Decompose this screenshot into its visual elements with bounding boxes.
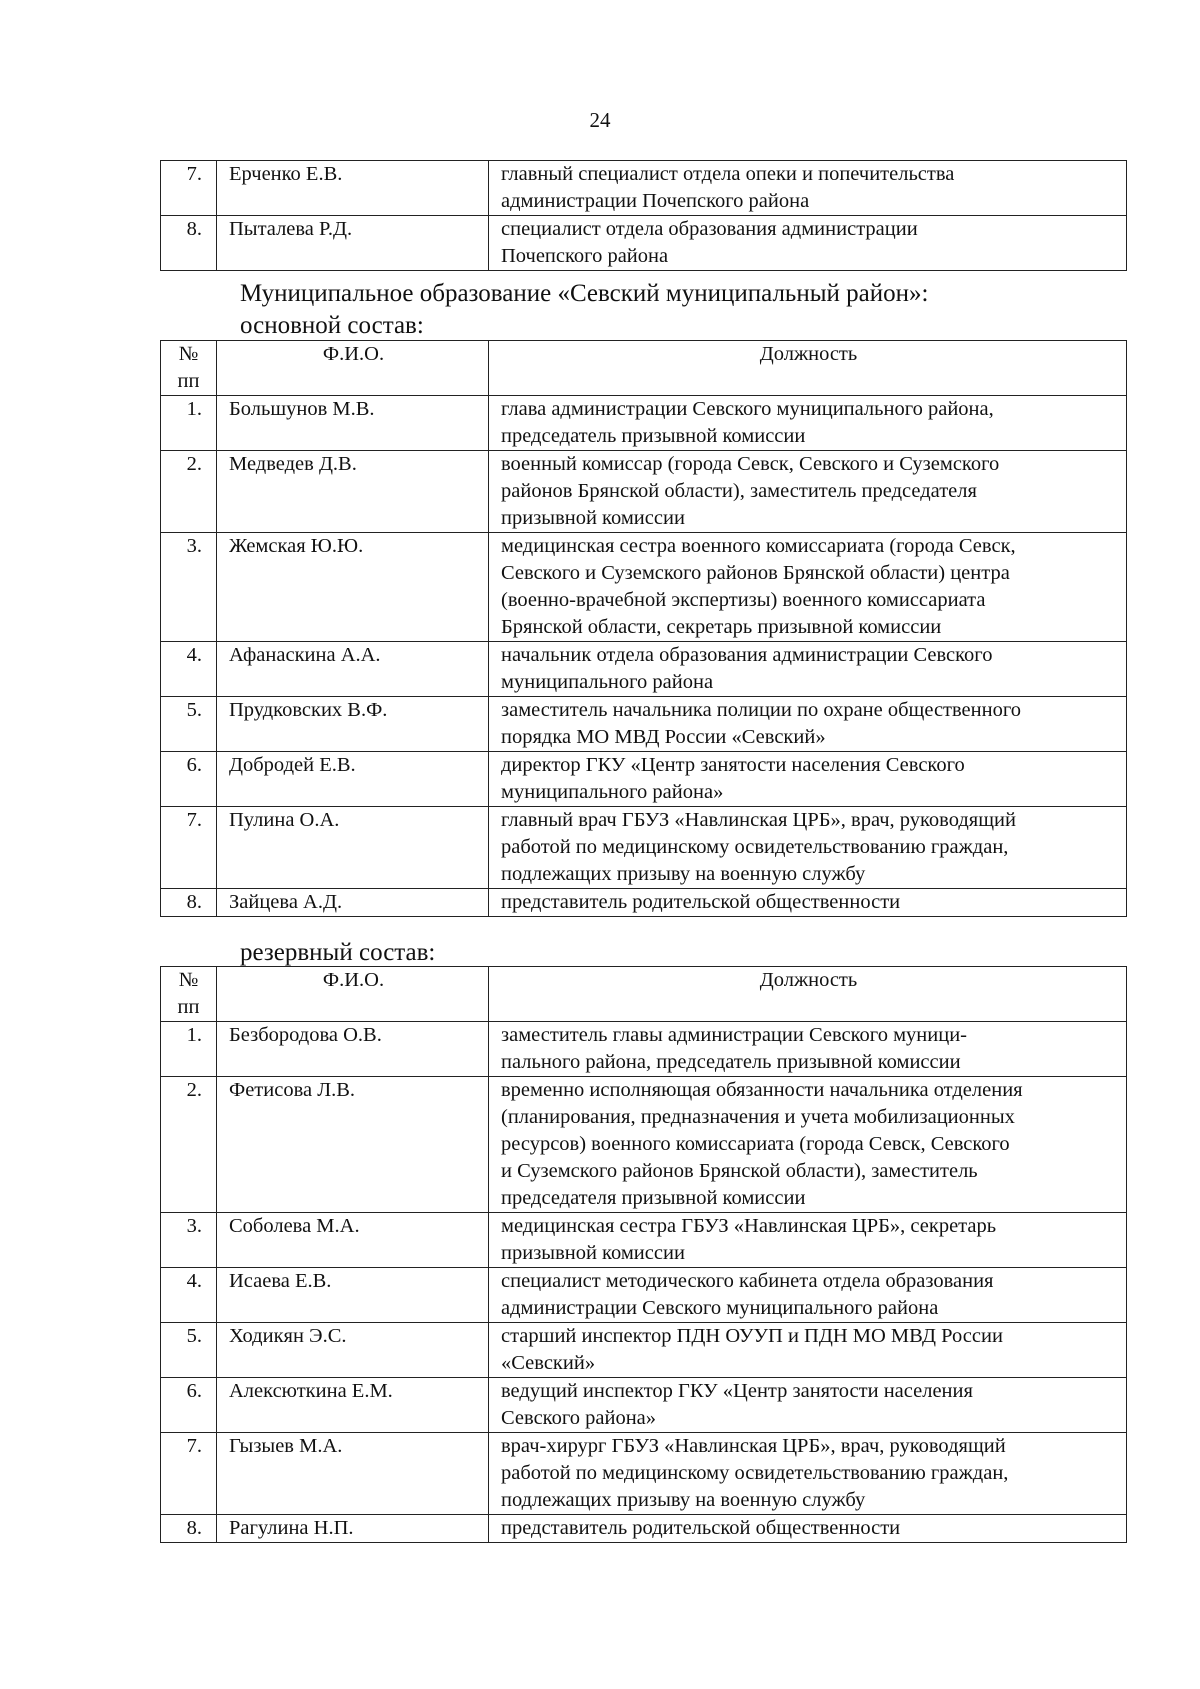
position-line: временно исполняющая обязанности начальника отделения <box>501 1079 1023 1101</box>
table-row <box>161 1378 1127 1433</box>
table-header-row <box>161 341 1127 396</box>
table-row <box>161 889 1127 917</box>
position-line: главный врач ГБУЗ «Навлинская ЦРБ», врач, руководящий <box>501 809 1016 831</box>
position-line: главный специалист отдела опеки и попечительства <box>501 163 955 185</box>
member-name: Добродей Е.В. <box>217 752 489 807</box>
table-row <box>161 1022 1127 1077</box>
row-number: 6. <box>161 752 217 807</box>
main-composition-table <box>160 340 1127 917</box>
member-name: Жемская Ю.Ю. <box>217 533 489 642</box>
position-line: представитель родительской общественности <box>501 891 901 913</box>
row-number: 4. <box>161 642 217 697</box>
position-line: представитель родительской общественности <box>501 1517 901 1539</box>
position-line: председателя призывной комиссии <box>501 1187 806 1209</box>
row-number: 8. <box>161 216 217 271</box>
position-line: ресурсов) военного комиссариата (города Севск, Севского <box>501 1133 1010 1155</box>
position-line: (военно-врачебной экспертизы) военного комиссариата <box>501 589 986 611</box>
member-name: Ерченко Е.В. <box>217 161 489 216</box>
position-line: глава администрации Севского муниципального района, <box>501 398 994 420</box>
table-row <box>161 451 1127 533</box>
member-position <box>489 216 1127 271</box>
table-row <box>161 752 1127 807</box>
table-row <box>161 396 1127 451</box>
municipality-title: Муниципальное образование «Севский муниципальный район»: <box>240 280 929 307</box>
position-line: районов Брянской области), заместитель председателя <box>501 480 977 502</box>
table-row <box>161 533 1127 642</box>
member-name: Рагулина Н.П. <box>217 1515 489 1543</box>
row-number: 2. <box>161 1077 217 1213</box>
table-row <box>161 1515 1127 1543</box>
position-line: старший инспектор ПДН ОУУП и ПДН МО МВД России <box>501 1325 1003 1347</box>
position-line: начальник отдела образования администрации Севского <box>501 644 993 666</box>
position-line: специалист методического кабинета отдела образования <box>501 1270 994 1292</box>
header-num <box>161 967 217 1022</box>
position-line: заместитель главы администрации Севского муници- <box>501 1024 968 1046</box>
member-name: Фетисова Л.В. <box>217 1077 489 1213</box>
member-position <box>489 1213 1127 1268</box>
position-line: врач-хирург ГБУЗ «Навлинская ЦРБ», врач, руководящий <box>501 1435 1006 1457</box>
position-line: (планирования, предназначения и учета мобилизационных <box>501 1106 1015 1128</box>
table-row <box>161 807 1127 889</box>
row-number: 7. <box>161 1433 217 1515</box>
page-number: 24 <box>589 108 611 132</box>
member-name: Алексюткина Е.М. <box>217 1378 489 1433</box>
header-name: Ф.И.О. <box>217 341 489 396</box>
position-line: призывной комиссии <box>501 1242 685 1264</box>
row-number: 3. <box>161 1213 217 1268</box>
member-name: Афанаскина А.А. <box>217 642 489 697</box>
table-row <box>161 216 1127 271</box>
row-number: 6. <box>161 1378 217 1433</box>
position-line: работой по медицинскому освидетельствованию граждан, <box>501 836 1009 858</box>
member-name: Медведев Д.В. <box>217 451 489 533</box>
member-position <box>489 1433 1127 1515</box>
position-line: «Севский» <box>501 1352 596 1374</box>
member-name: Пыталева Р.Д. <box>217 216 489 271</box>
member-name: Прудковских В.Ф. <box>217 697 489 752</box>
position-line: и Суземского районов Брянской области), заместитель <box>501 1160 978 1182</box>
position-line: призывной комиссии <box>501 507 685 529</box>
position-line: заместитель начальника полиции по охране общественного <box>501 699 1021 721</box>
main-composition-label: основной состав: <box>240 312 424 339</box>
member-position <box>489 752 1127 807</box>
table-row <box>161 1213 1127 1268</box>
row-number: 4. <box>161 1268 217 1323</box>
member-name: Ходикян Э.С. <box>217 1323 489 1378</box>
table-row <box>161 161 1127 216</box>
member-name: Исаева Е.В. <box>217 1268 489 1323</box>
member-name: Зайцева А.Д. <box>217 889 489 917</box>
table-row <box>161 1077 1127 1213</box>
position-line: подлежащих призыву на военную службу <box>501 1489 866 1511</box>
row-number: 5. <box>161 697 217 752</box>
member-position <box>489 533 1127 642</box>
member-position <box>489 161 1127 216</box>
member-position <box>489 642 1127 697</box>
header-num-pp: пп <box>177 996 200 1018</box>
table-row <box>161 697 1127 752</box>
position-line: порядка МО МВД России «Севский» <box>501 726 826 748</box>
reserve-composition-table <box>160 966 1127 1543</box>
member-position <box>489 889 1127 917</box>
position-line: председатель призывной комиссии <box>501 425 806 447</box>
member-name: Соболева М.А. <box>217 1213 489 1268</box>
member-position <box>489 1515 1127 1543</box>
member-position <box>489 1268 1127 1323</box>
position-line: администрации Севского муниципального района <box>501 1297 939 1319</box>
position-line: администрации Почепского района <box>501 190 810 212</box>
row-number: 8. <box>161 889 217 917</box>
position-line: медицинская сестра ГБУЗ «Навлинская ЦРБ», секретарь <box>501 1215 997 1237</box>
table-row <box>161 1268 1127 1323</box>
table-row <box>161 1323 1127 1378</box>
reserve-composition-label: резервный состав: <box>240 939 436 966</box>
position-line: военный комиссар (города Севск, Севского и Суземского <box>501 453 1000 475</box>
header-num-pp: пп <box>177 370 200 392</box>
row-number: 1. <box>161 1022 217 1077</box>
position-line: пального района, председатель призывной комиссии <box>501 1051 961 1073</box>
member-position <box>489 1022 1127 1077</box>
member-name: Гызыев М.А. <box>217 1433 489 1515</box>
position-line: Севского района» <box>501 1407 657 1429</box>
position-line: подлежащих призыву на военную службу <box>501 863 866 885</box>
header-num-sign: № <box>178 969 199 991</box>
position-line: муниципального района <box>501 671 714 693</box>
position-line: специалист отдела образования администрации <box>501 218 918 240</box>
position-line: директор ГКУ «Центр занятости населения Севского <box>501 754 965 776</box>
table-row <box>161 642 1127 697</box>
header-num <box>161 341 217 396</box>
header-name: Ф.И.О. <box>217 967 489 1022</box>
member-position <box>489 807 1127 889</box>
member-name: Пулина О.А. <box>217 807 489 889</box>
row-number: 2. <box>161 451 217 533</box>
continuation-table <box>160 160 1127 271</box>
member-position <box>489 697 1127 752</box>
member-name: Безбородова О.В. <box>217 1022 489 1077</box>
member-position <box>489 1077 1127 1213</box>
table-header-row <box>161 967 1127 1022</box>
row-number: 1. <box>161 396 217 451</box>
position-line: Брянской области, секретарь призывной комиссии <box>501 616 942 638</box>
member-name: Большунов М.В. <box>217 396 489 451</box>
position-line: муниципального района» <box>501 781 724 803</box>
position-line: ведущий инспектор ГКУ «Центр занятости населения <box>501 1380 973 1402</box>
header-position: Должность <box>489 967 1127 1022</box>
position-line: Почепского района <box>501 245 669 267</box>
row-number: 7. <box>161 161 217 216</box>
row-number: 3. <box>161 533 217 642</box>
member-position <box>489 396 1127 451</box>
header-num-sign: № <box>178 343 199 365</box>
member-position <box>489 1378 1127 1433</box>
row-number: 7. <box>161 807 217 889</box>
table-row <box>161 1433 1127 1515</box>
member-position <box>489 1323 1127 1378</box>
header-position: Должность <box>489 341 1127 396</box>
position-line: медицинская сестра военного комиссариата (города Севск, <box>501 535 1016 557</box>
row-number: 8. <box>161 1515 217 1543</box>
row-number: 5. <box>161 1323 217 1378</box>
position-line: Севского и Суземского районов Брянской области) центра <box>501 562 1010 584</box>
position-line: работой по медицинскому освидетельствованию граждан, <box>501 1462 1009 1484</box>
member-position <box>489 451 1127 533</box>
